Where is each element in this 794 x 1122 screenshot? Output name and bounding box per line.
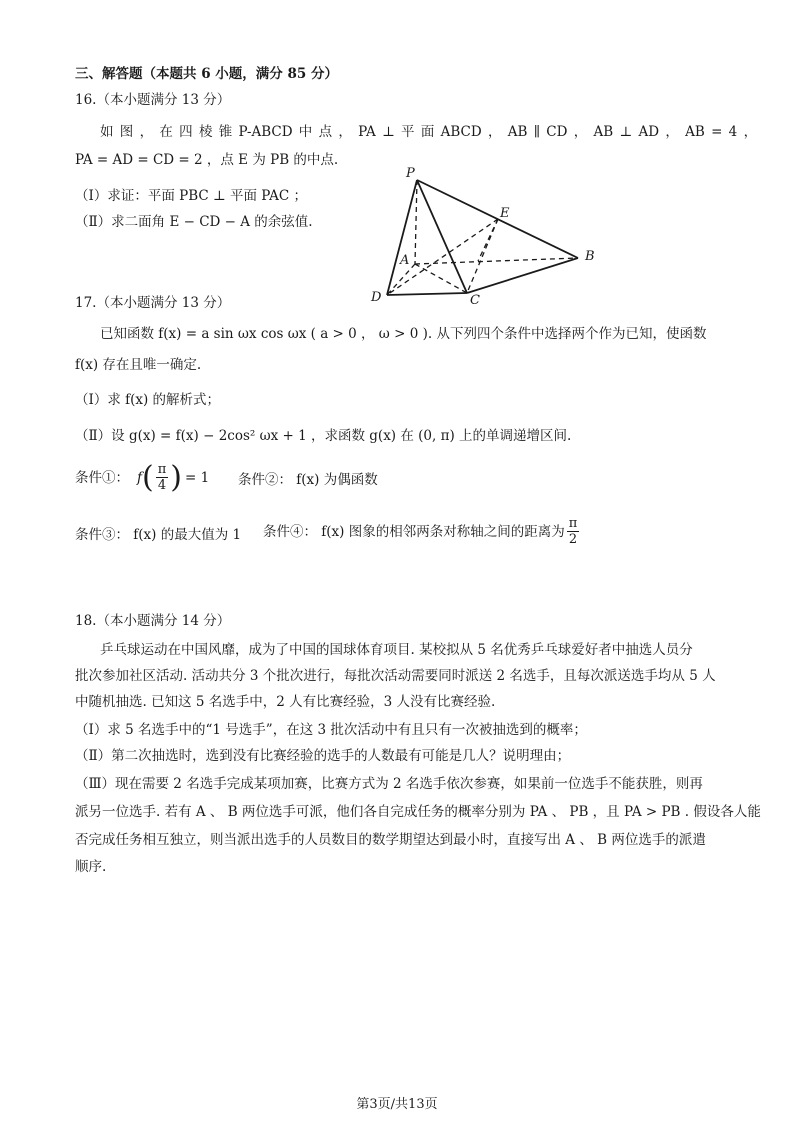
cond4-text: 条件④： f(x) 图象的相邻两条对称轴之间的距离为 (263, 523, 565, 540)
label-A: A (400, 253, 410, 268)
q18-part2: （Ⅱ）第二次抽选时，选到没有比赛经验的选手的人数最有可能是几人？说明理由； (75, 748, 571, 764)
q16-line1: 如 图 ， 在 四 棱 锥 P-ABCD 中 点 ， PA ⊥ 平 面 ABCD ， AB ∥ CD ， AB ⊥ AD ， AB = 4 ， (100, 124, 758, 140)
q18-part3-line1: （Ⅲ）现在需要 2 名选手完成某项加赛，比赛方式为 2 名选手依次参赛，如果前一位选手不能获胜，则再 (75, 776, 703, 792)
q17-header: 17.（本小题满分 13 分） (75, 295, 231, 311)
q16-header: 16.（本小题满分 13 分） (75, 92, 231, 108)
cond1-label: 条件①： (75, 469, 129, 486)
q18-line2: 批次参加社区活动. 活动共分 3 个批次进行，每批次活动需要同时派送 2 名选手，且每次派送选手均从 5 人 (75, 668, 716, 684)
edge-PC (417, 180, 467, 293)
q17-line1: 已知函数 f(x) = a sin ωx cos ωx ( a > 0 ， ω > 0 ). 从下列四个条件中选择两个作为已知，使函数 (100, 326, 707, 342)
edge-AB (415, 258, 578, 264)
q18-part1: （Ⅰ）求 5 名选手中的“1 号选手”，在这 3 批次活动中有且只有一次被抽选到的概率； (75, 722, 587, 738)
edge-PA (415, 180, 417, 264)
cond1-f: f (137, 469, 142, 486)
q18-part3-line3: 否完成任务相互独立，则当派出选手的人员数目的数学期望达到最小时，直接写出 A 、 B 两位选手的派遣 (75, 832, 706, 848)
section-title: 三、解答题（本题共 6 小题，满分 85 分） (75, 66, 338, 82)
label-D: D (371, 290, 382, 305)
edge-CB (467, 258, 578, 293)
q16-part1: （Ⅰ）求证：平面 PBC ⊥ 平面 PAC ； (75, 188, 307, 204)
q18-line1: 乒乓球运动在中国风靡，成为了中国的国球体育项目. 某校拟从 5 名优秀乒乓球爱好者中抽选人员分 (100, 642, 693, 658)
q18-header: 18.（本小题满分 14 分） (75, 613, 231, 629)
edge-AC (415, 264, 467, 293)
cond1-numerator: π (157, 462, 167, 477)
condition-4 (263, 516, 581, 547)
label-C: C (470, 293, 480, 308)
q16-part2: （Ⅱ）求二面角 E − CD − A 的余弦值. (75, 214, 313, 230)
cond1-fraction (156, 462, 169, 493)
q16-line2: PA = AD = CD = 2 ，点 E 为 PB 的中点. (75, 152, 339, 168)
cond1-denominator: 4 (157, 478, 167, 493)
condition-2: 条件②： f(x) 为偶函数 (238, 472, 378, 488)
cond4-numerator: π (568, 516, 578, 531)
q17-part2: （Ⅱ）设 g(x) = f(x) − 2cos² ωx + 1 ，求函数 g(x) 在 (0, π) 上的单调递增区间. (75, 428, 572, 444)
q17-part1: （Ⅰ）求 f(x) 的解析式； (75, 392, 221, 408)
cond1-rparen: ) (170, 459, 182, 495)
q18-line3: 中随机抽选. 已知这 5 名选手中，2 人有比赛经验，3 人没有比赛经验. (75, 694, 496, 710)
page-number: 第3页/共13页 (356, 1097, 438, 1112)
cond1-lparen: ( (142, 459, 154, 495)
q18-part3-line2: 派另一位选手. 若有 A 、 B 两位选手可派，他们各自完成任务的概率分别为 PA 、 PB ，且 PA > PB . 假设各人能 (75, 804, 761, 820)
label-P: P (406, 166, 415, 181)
edge-DC (387, 293, 467, 295)
condition-3: 条件③： f(x) 的最大值为 1 (75, 527, 242, 543)
q17-line2: f(x) 存在且唯一确定. (75, 357, 202, 373)
condition-1 (75, 459, 210, 495)
q18-part3-line4: 顺序. (75, 859, 107, 875)
cond1-rhs: = 1 (184, 469, 210, 486)
cond4-denominator: 2 (568, 532, 578, 547)
pyramid-figure (360, 160, 610, 310)
label-E: E (500, 206, 510, 221)
cond4-fraction (567, 516, 580, 547)
label-B: B (585, 249, 595, 264)
